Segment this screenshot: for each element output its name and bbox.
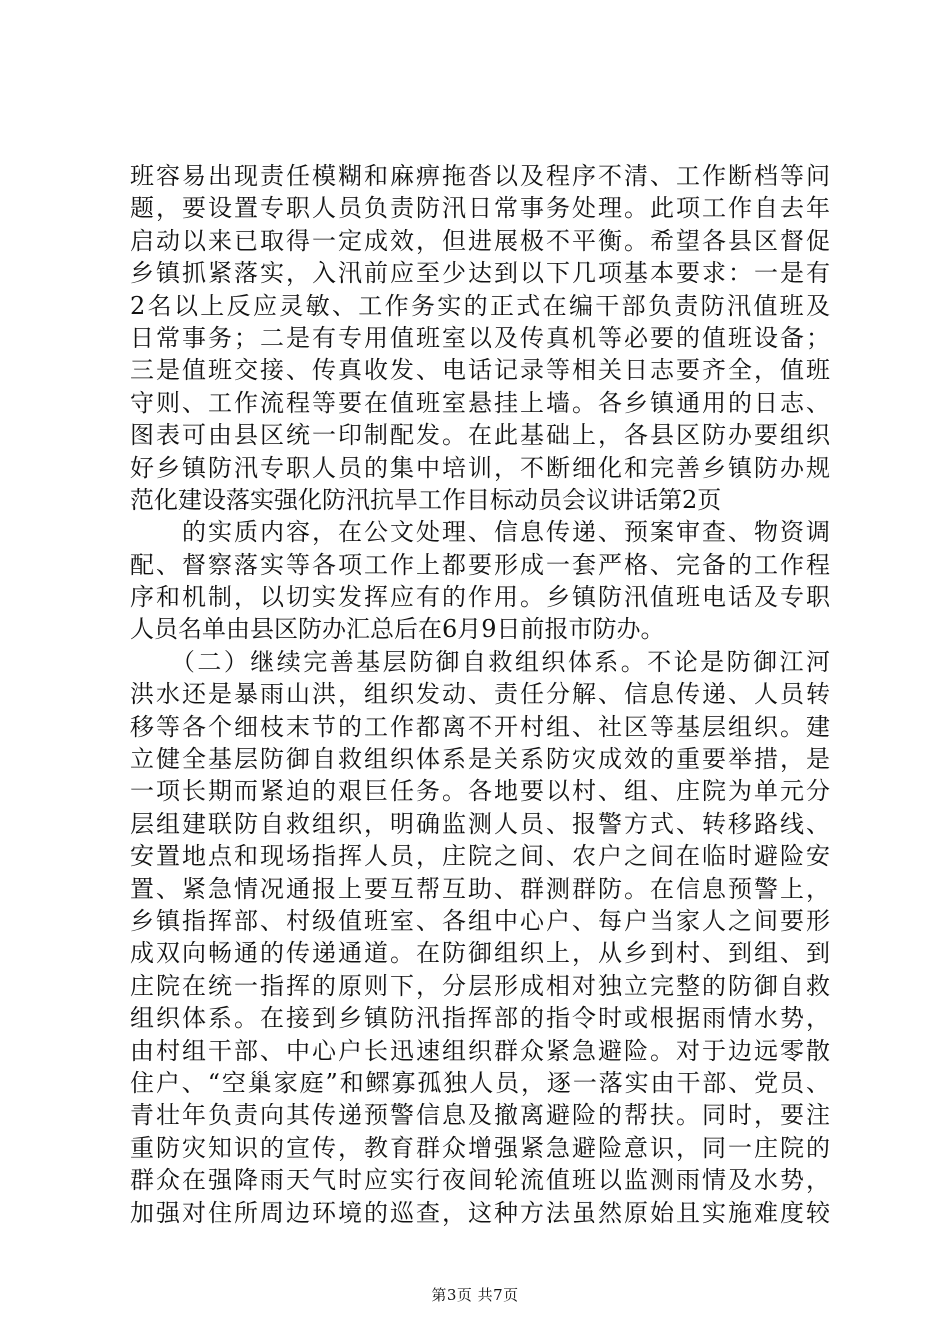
text-line: 乡镇抓紧落实，入汛前应至少达到以下几项基本要求：一是有 bbox=[130, 259, 830, 288]
text-line: 序和机制，以切实发挥应有的作用。乡镇防汛值班电话及专职 bbox=[130, 583, 830, 612]
document-body bbox=[130, 160, 830, 1229]
text-line: 置、紧急情况通报上要互帮互助、群测群防。在信息预警上， bbox=[130, 874, 830, 903]
text-line: 人员名单由县区防办汇总后在6月9日前报市防办。 bbox=[130, 615, 665, 644]
text-line: 配、督察落实等各项工作上都要形成一套严格、完备的工作程 bbox=[130, 550, 830, 579]
text-line: 三是值班交接、传真收发、电话记录等相关日志要齐全，值班 bbox=[130, 356, 830, 385]
text-line: 移等各个细枝末节的工作都离不开村组、社区等基层组织。建 bbox=[130, 712, 830, 741]
text-line: 立健全基层防御自救组织体系是关系防灾成效的重要举措，是 bbox=[130, 745, 830, 774]
text-line: 重防灾知识的宣传，教育群众增强紧急避险意识，同一庄院的 bbox=[130, 1133, 830, 1162]
text-line: 一项长期而紧迫的艰巨任务。各地要以村、组、庄院为单元分 bbox=[130, 777, 830, 806]
text-line: 加强对住所周边环境的巡查，这种方法虽然原始且实施难度较 bbox=[130, 1198, 830, 1227]
text-line: 守则、工作流程等要在值班室悬挂上墙。各乡镇通用的日志、 bbox=[130, 388, 830, 417]
text-line: 日常事务；二是有专用值班室以及传真机等必要的值班设备； bbox=[130, 323, 830, 352]
text-line: 成双向畅通的传递通道。在防御组织上，从乡到村、到组、到 bbox=[130, 939, 830, 968]
text-line: 青壮年负责向其传递预警信息及撤离避险的帮扶。同时，要注 bbox=[130, 1101, 830, 1130]
text-line: 题，要设置专职人员负责防汛日常事务处理。此项工作自去年 bbox=[130, 194, 830, 223]
text-line: 层组建联防自救组织，明确监测人员、报警方式、转移路线、 bbox=[130, 809, 830, 838]
text-line: 群众在强降雨天气时应实行夜间轮流值班以监测雨情及水势， bbox=[130, 1166, 830, 1195]
text-line: 由村组干部、中心户长迅速组织群众紧急避险。对于边远零散 bbox=[130, 1036, 830, 1065]
text-line: 的实质内容，在公文处理、信息传递、预案审查、物资调 bbox=[130, 518, 830, 547]
page-footer: 第3页 共7页 bbox=[431, 1286, 519, 1304]
text-line: 图表可由县区统一印制配发。在此基础上，各县区防办要组织 bbox=[130, 421, 830, 450]
text-line: 好乡镇防汛专职人员的集中培训，不断细化和完善乡镇防办规 bbox=[130, 453, 830, 482]
text-line: 安置地点和现场指挥人员，庄院之间、农户之间在临时避险安 bbox=[130, 842, 830, 871]
text-line: 住户、“空巢家庭”和鳏寡孤独人员，逐一落实由干部、党员、 bbox=[130, 1068, 830, 1097]
text-line: 班容易出现责任模糊和麻痹拖沓以及程序不清、工作断档等问 bbox=[130, 162, 830, 190]
text-line: 启动以来已取得一定成效，但进展极不平衡。希望各县区督促 bbox=[130, 226, 830, 255]
text-line: 乡镇指挥部、村级值班室、各组中心户、每户当家人之间要形 bbox=[130, 906, 830, 935]
text-line: 2名以上反应灵敏、工作务实的正式在编干部负责防汛值班及 bbox=[130, 291, 830, 320]
text-line: 庄院在统一指挥的原则下，分层形成相对独立完整的防御自救 bbox=[130, 971, 830, 1000]
text-line: 组织体系。在接到乡镇防汛指挥部的指令时或根据雨情水势， bbox=[130, 1004, 830, 1033]
text-line: 范化建设落实强化防汛抗旱工作目标动员会议讲话第2页 bbox=[130, 485, 722, 514]
text-line: （二）继续完善基层防御自救组织体系。不论是防御江河 bbox=[130, 647, 830, 676]
text-line: 洪水还是暴雨山洪，组织发动、责任分解、信息传递、人员转 bbox=[130, 680, 830, 709]
